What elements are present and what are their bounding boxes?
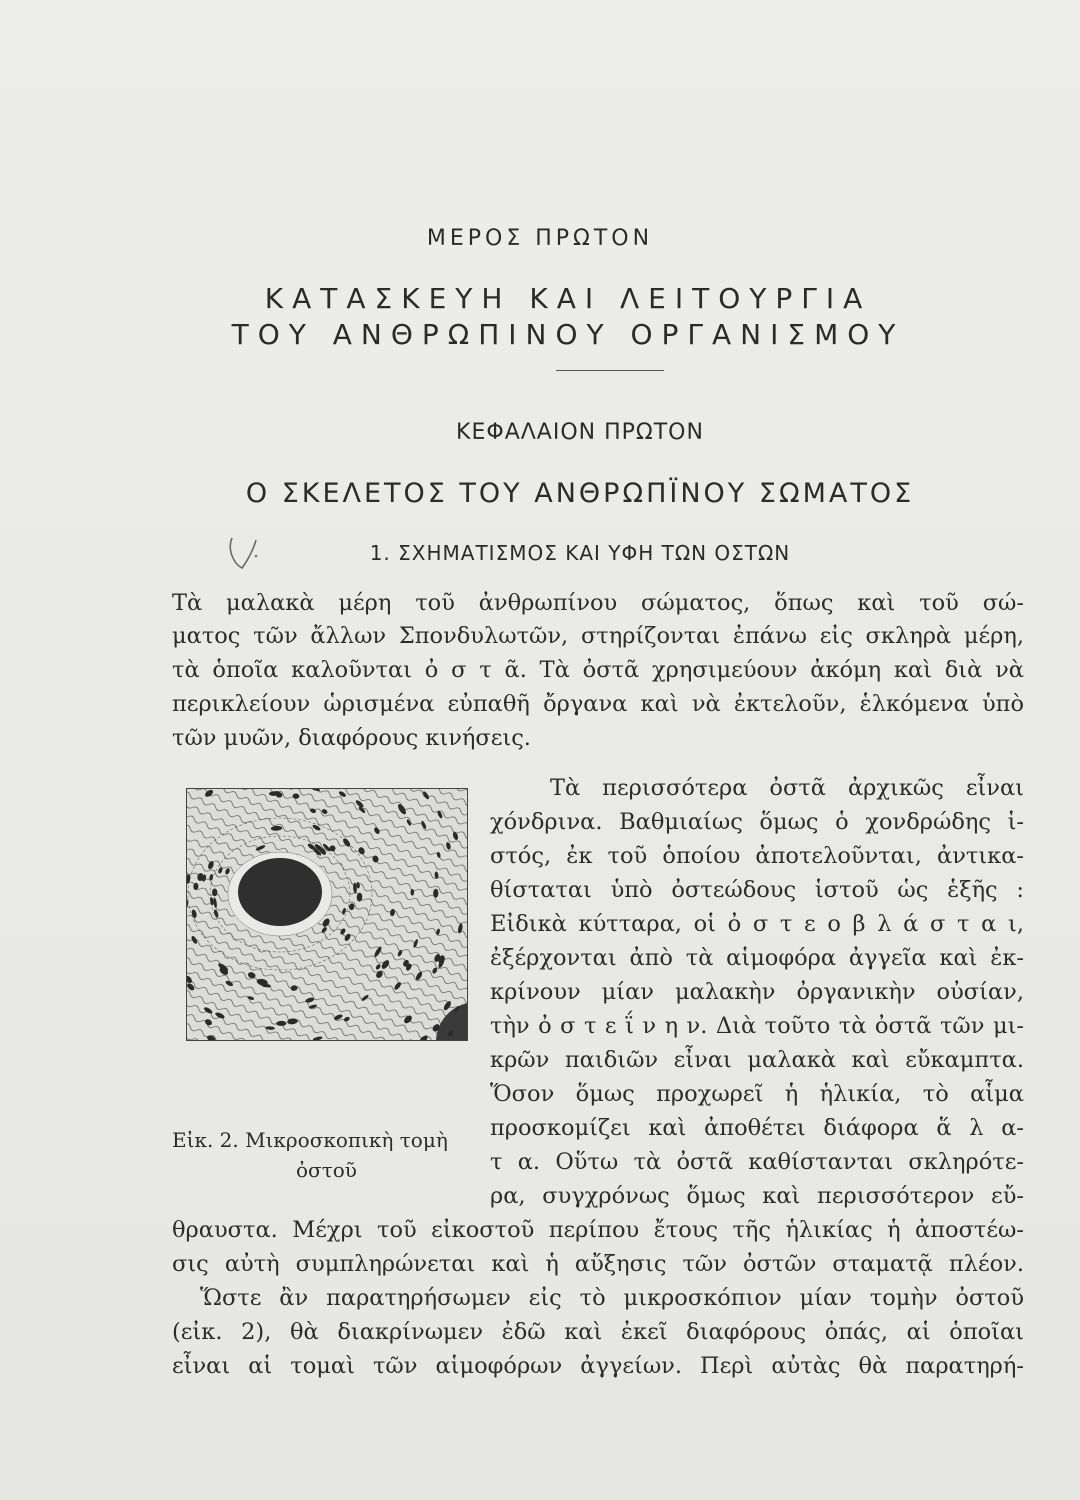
- bone-lacuna: [411, 889, 415, 896]
- body-line: ἐξέρχονται ἀπὸ τὰ αἱμοφόρα ἀγγεῖα καὶ ἐκ-: [490, 945, 1024, 971]
- main-title-line-2: ΤΟΥ ΑΝΘΡΩΠΙΝΟΥ ΟΡΓΑΝΙΣΜΟΥ: [231, 318, 905, 351]
- body-line: εἶναι αἱ τομαὶ τῶν αἱμοφόρων ἀγγείων. Περὶ αὐτὰς θὰ παρατηρή-: [172, 1353, 1024, 1379]
- bone-lacuna: [433, 889, 438, 898]
- body-line: χόνδρινα. Βαθμιαίως ὅμως ὁ χονδρώδης ἱ-: [490, 809, 1024, 835]
- figure-caption-line-2: ὀστοῦ: [296, 1158, 357, 1182]
- body-line: ματος τῶν ἄλλων Σπονδυλωτῶν, στηρίζονται ἐπάνω εἰς σκληρὰ μέρη,: [172, 623, 1024, 649]
- body-line: τ α. Οὕτω τὰ ὀστᾶ καθίστανται σκληρότε-: [490, 1149, 1024, 1175]
- figure-caption-line-1: Εἰκ. 2. Μικροσκοπικὴ τομὴ: [172, 1128, 448, 1152]
- main-title-line-1: ΚΑΤΑΣΚΕΥΗ ΚΑΙ ΛΕΙΤΟΥΡΓΙΑ: [264, 282, 872, 315]
- section-heading: 1. ΣΧΗΜΑΤΙΣΜΟΣ ΚΑΙ ΥΦΗ ΤΩΝ ΟΣΤΩΝ: [369, 541, 791, 565]
- body-line: θίσταται ὑπὸ ὀστεώδους ἱστοῦ ὡς ἑξῆς :: [490, 877, 1024, 903]
- bone-microsection-figure: [186, 788, 468, 1041]
- body-line: στός, ἐκ τοῦ ὁποίου ἀποτελοῦνται, ἀντικα-: [490, 843, 1024, 869]
- body-line: Τὰ περισσότερα ὀστᾶ ἀρχικῶς εἶναι: [550, 775, 1024, 801]
- body-line: Τὰ μαλακὰ μέρη τοῦ ἀνθρωπίνου σώματος, ὅπως καὶ τοῦ σώ-: [172, 590, 1024, 616]
- body-line: θραυστα. Μέχρι τοῦ εἰκοστοῦ περίπου ἔτους τῆς ἡλικίας ἡ ἀποστέω-: [172, 1217, 1024, 1243]
- body-line: σις αὐτὴ συμπληρώνεται καὶ ἡ αὔξησις τῶν ὀστῶν σταματᾷ πλέον.: [172, 1251, 1024, 1277]
- body-line: τὰ ὁποῖα καλοῦνται ὀ σ τ ᾶ. Τὰ ὀστᾶ χρησιμεύουν ἀκόμη καὶ διὰ νὰ: [172, 657, 1024, 683]
- title-divider: [556, 370, 664, 371]
- bone-lacuna: [276, 792, 282, 797]
- body-line: τὴν ὀ σ τ ε ΐ ν η ν. Διὰ τοῦτο τὰ ὀστᾶ τῶν μι-: [490, 1013, 1024, 1039]
- body-line: ρα, συγχρόνως ὅμως καὶ περισσότερον εὔ-: [490, 1183, 1024, 1209]
- body-line: περικλείουν ὡρισμένα εὐπαθῆ ὄργανα καὶ νὰ ἐκτελοῦν, ἑλκόμενα ὑπὸ: [172, 691, 1024, 717]
- body-line: (εἰκ. 2), θὰ διακρίνωμεν ἐδῶ καὶ ἐκεῖ διαφόρους ὀπάς, αἱ ὁποῖαι: [172, 1319, 1024, 1345]
- body-line: κρίνουν μίαν μαλακὴν ὀργανικὴν οὐσίαν,: [490, 979, 1024, 1005]
- bone-lacuna: [212, 889, 217, 897]
- chapter-title: Ο ΣΚΕΛΕΤΟΣ ΤΟΥ ΑΝΘΡΩΠΪΝΟΥ ΣΩΜΑΤΟΣ: [245, 478, 915, 509]
- body-line: προσκομίζει καὶ ἀποθέτει διάφορα ἅ λ α-: [490, 1115, 1024, 1141]
- body-line: Εἰδικὰ κύτταρα, οἱ ὀ σ τ ε ο β λ ά σ τ α ι,: [490, 911, 1024, 937]
- body-line: Ὥστε ἂν παρατηρήσωμεν εἰς τὸ μικροσκόπιον μίαν τομὴν ὀστοῦ: [200, 1285, 1024, 1311]
- part-heading: ΜΕΡΟΣ ΠΡΩΤΟΝ: [426, 226, 654, 251]
- chapter-heading: ΚΕΦΑΛΑΙΟΝ ΠΡΩΤΟΝ: [456, 420, 704, 445]
- body-line: κρῶν παιδιῶν εἶναι μαλακὰ καὶ εὔκαμπτα.: [490, 1047, 1024, 1073]
- body-line: τῶν μυῶν, διαφόρους κινήσεις.: [172, 725, 531, 751]
- body-line: Ὅσον ὅμως προχωρεῖ ἡ ἡλικία, τὸ αἷμα: [490, 1081, 1024, 1107]
